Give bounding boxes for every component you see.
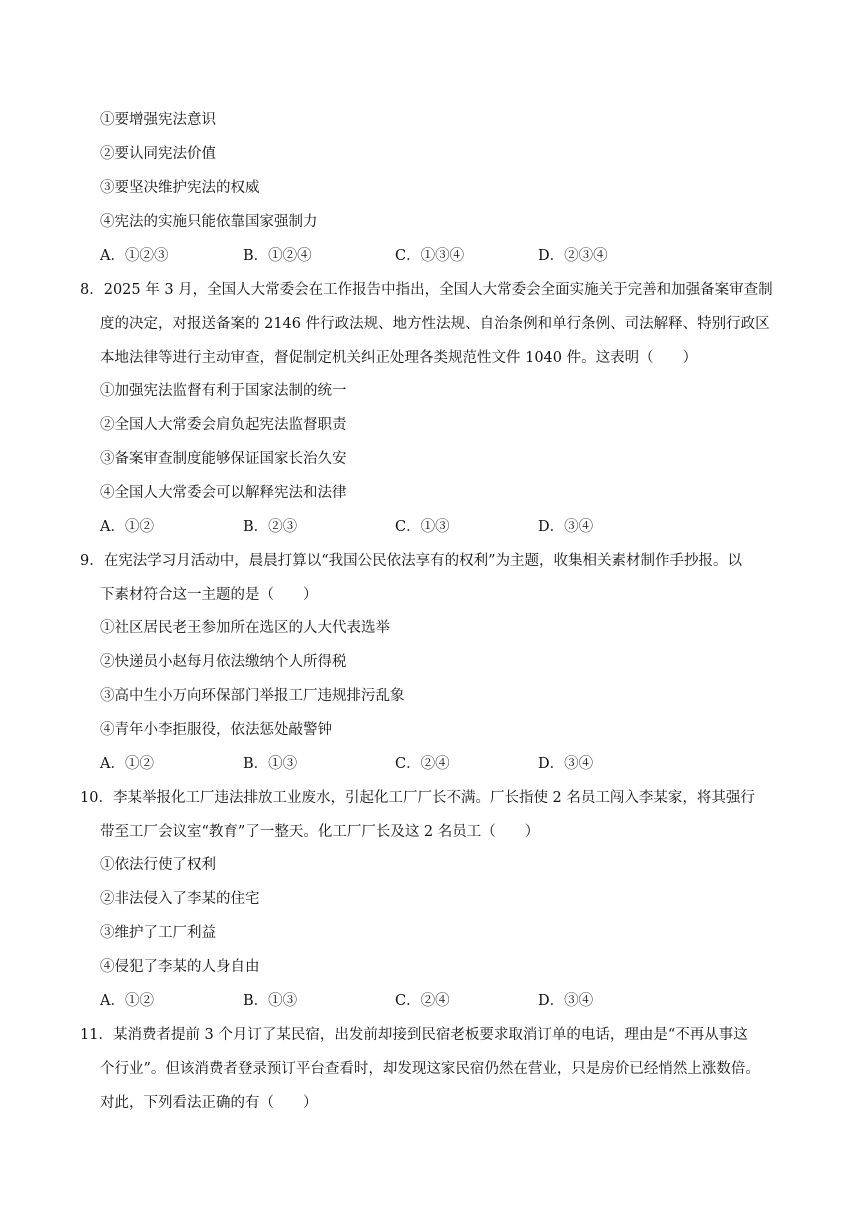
q10-option-1: ①依法行使了权利	[100, 857, 216, 873]
q9-choice-c[interactable]: C．②④	[395, 756, 450, 772]
q11-stem-line-2: 个行业”。但该消费者登录预订平台查看时，却发现这家民宿仍然在营业，只是房价已经悄然上涨数倍。	[100, 1061, 760, 1077]
q7-choice-d[interactable]: D．②③④	[538, 248, 608, 264]
q7-option-1: ①要增强宪法意识	[100, 112, 216, 128]
q7-choice-c[interactable]: C．①③④	[395, 248, 465, 264]
q8-choice-b[interactable]: B．②③	[243, 519, 298, 535]
q8-stem-line-2: 度的决定，对报送备案的 2146 件行政法规、地方性法规、自治条例和单行条例、司法解释、特别行政区	[100, 316, 770, 332]
q10-choice-a[interactable]: A．①②	[100, 993, 154, 1009]
q7-option-4: ④宪法的实施只能依靠国家强制力	[100, 214, 318, 230]
q8-option-3: ③备案审查制度能够保证国家长治久安	[100, 451, 347, 467]
q11-stem-line-3: 对此，下列看法正确的有（ ）	[100, 1095, 318, 1111]
q8-option-4: ④全国人大常委会可以解释宪法和法律	[100, 485, 347, 501]
q10-choice-b[interactable]: B．①③	[243, 993, 298, 1009]
q8-choice-c[interactable]: C．①③	[395, 519, 450, 535]
q10-option-4: ④侵犯了李某的人身自由	[100, 959, 260, 975]
q7-option-3: ③要坚决维护宪法的权威	[100, 180, 260, 196]
q9-choice-d[interactable]: D．③④	[538, 756, 594, 772]
q9-stem-line-2: 下素材符合这一主题的是（ ）	[100, 587, 318, 603]
q7-option-2: ②要认同宪法价值	[100, 146, 216, 162]
q10-choice-c[interactable]: C．②④	[395, 993, 450, 1009]
q10-stem-line-2: 带至工厂会议室“教育”了一整天。化工厂厂长及这 2 名员工（ ）	[100, 824, 540, 840]
q8-choice-a[interactable]: A．①②	[100, 519, 154, 535]
q9-choice-b[interactable]: B．①③	[243, 756, 298, 772]
q8-option-1: ①加强宪法监督有利于国家法制的统一	[100, 383, 347, 399]
q8-stem-line-1: 8．2025 年 3 月，全国人大常委会在工作报告中指出，全国人大常委会全面实施关于完善和加强备案审查制	[80, 282, 773, 298]
q9-option-2: ②快递员小赵每月依法缴纳个人所得税	[100, 654, 347, 670]
q8-stem-line-3: 本地法律等进行主动审查，督促制定机关纠正处理各类规范性文件 1040 件。这表明（ ）	[100, 350, 698, 366]
q9-option-4: ④青年小李拒服役，依法惩处敲警钟	[100, 722, 332, 738]
q10-option-3: ③维护了工厂利益	[100, 925, 216, 941]
q11-stem-line-1: 11．某消费者提前 3 个月订了某民宿，出发前却接到民宿老板要求取消订单的电话，理由是“不再从事这	[80, 1027, 748, 1043]
q10-choice-d[interactable]: D．③④	[538, 993, 594, 1009]
q10-option-2: ②非法侵入了李某的住宅	[100, 891, 260, 907]
q9-stem-line-1: 9．在宪法学习月活动中，晨晨打算以“我国公民依法享有的权利”为主题，收集相关素材制作手抄报。以	[80, 553, 743, 569]
q8-option-2: ②全国人大常委会肩负起宪法监督职责	[100, 417, 347, 433]
q7-choice-a[interactable]: A．①②③	[100, 248, 169, 264]
q9-choice-a[interactable]: A．①②	[100, 756, 154, 772]
q8-choice-d[interactable]: D．③④	[538, 519, 594, 535]
q9-option-3: ③高中生小万向环保部门举报工厂违规排污乱象	[100, 688, 405, 704]
q7-choice-b[interactable]: B．①②④	[243, 248, 312, 264]
q9-option-1: ①社区居民老王参加所在选区的人大代表选举	[100, 620, 390, 636]
q10-stem-line-1: 10．李某举报化工厂违法排放工业废水，引起化工厂厂长不满。厂长指使 2 名员工闯入李某家，将其强行	[80, 790, 755, 806]
